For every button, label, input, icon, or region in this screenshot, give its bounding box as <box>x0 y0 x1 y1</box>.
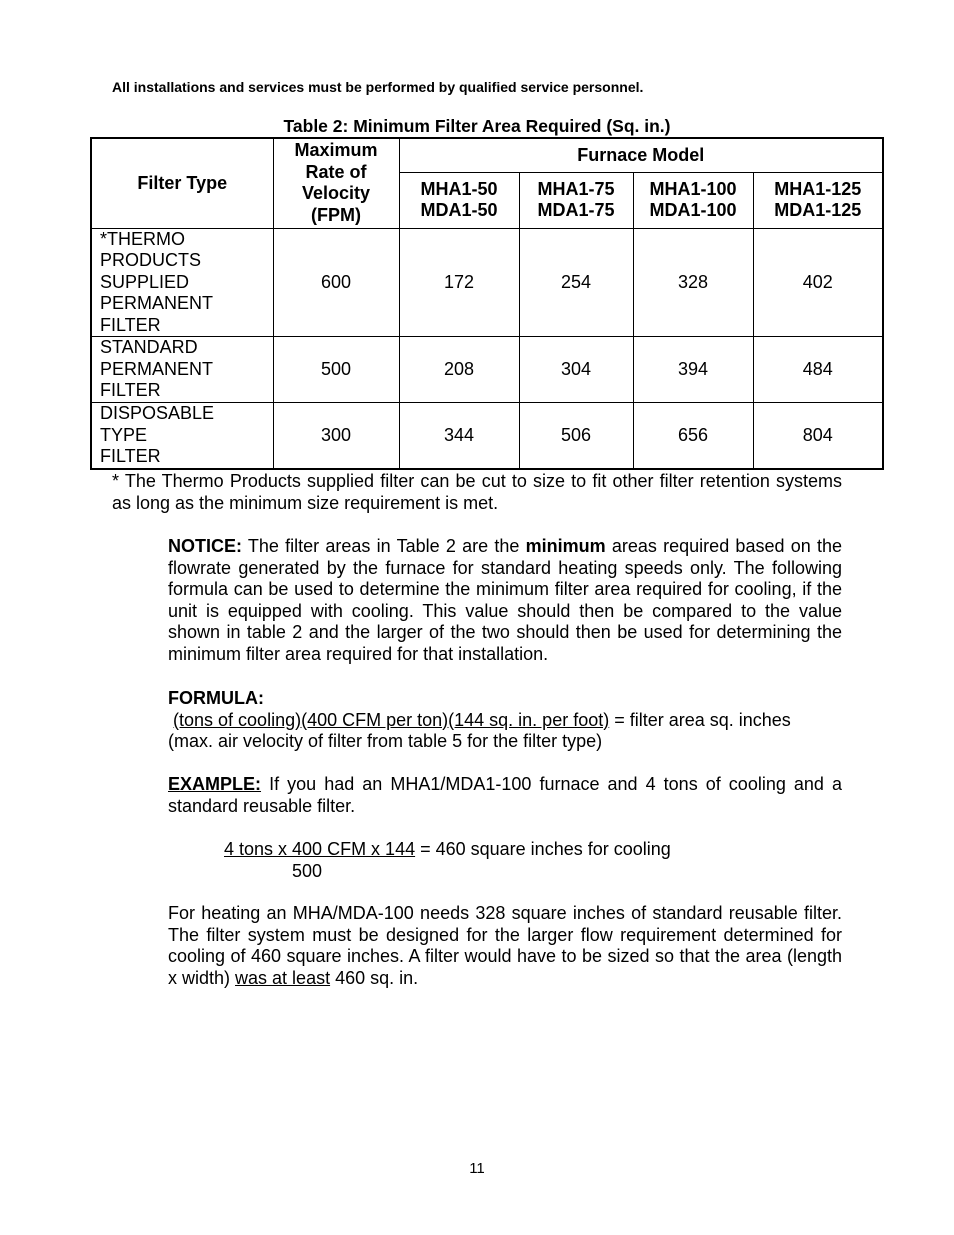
area-cell: 172 <box>399 228 519 337</box>
header-model: MHA1-75 MDA1-75 <box>519 172 633 228</box>
area-cell: 804 <box>753 403 883 469</box>
calc-result: = 460 square inches for cooling <box>415 839 671 859</box>
header-model: MHA1-125 MDA1-125 <box>753 172 883 228</box>
area-cell: 254 <box>519 228 633 337</box>
table-row <box>91 403 883 469</box>
formula-label: FORMULA: <box>168 688 264 708</box>
velocity-cell: 600 <box>273 228 399 337</box>
area-cell: 484 <box>753 337 883 403</box>
area-cell: 304 <box>519 337 633 403</box>
page-number: 11 <box>469 1160 485 1177</box>
filter-type-cell: DISPOSABLE TYPE FILTER <box>91 403 273 469</box>
notice-text-a: The filter areas in Table 2 are the <box>242 536 526 556</box>
filter-type-cell: STANDARD PERMANENT FILTER <box>91 337 273 403</box>
area-cell: 656 <box>633 403 753 469</box>
heating-paragraph <box>168 903 842 989</box>
example-paragraph <box>168 774 842 817</box>
header-velocity: Maximum Rate of Velocity (FPM) <box>273 138 399 228</box>
notice-emphasis: minimum <box>525 536 606 556</box>
formula-denominator: (max. air velocity of filter from table 5 for the filter type) <box>168 731 603 751</box>
example-label: EXAMPLE: <box>168 774 262 794</box>
filter-area-table <box>90 137 884 470</box>
formula-numerator: (tons of cooling)(400 CFM per ton)(144 sq. in. per foot) <box>173 709 610 730</box>
example-calculation <box>224 839 671 882</box>
velocity-cell: 500 <box>273 337 399 403</box>
header-model: MHA1-50 MDA1-50 <box>399 172 519 228</box>
table-row <box>91 337 883 403</box>
table-footnote: * The Thermo Products supplied filter can be cut to size to fit other filter retention systems as long as the minimum size requirement is met. <box>112 471 842 513</box>
header-model: MHA1-100 MDA1-100 <box>633 172 753 228</box>
filter-type-cell: *THERMO PRODUCTS SUPPLIED PERMANENT FILTER <box>91 228 273 337</box>
notice-paragraph <box>168 536 842 665</box>
notice-text-b: areas required based on the flowrate generated by the furnace for standard heating speeds only. The following formula can be used to determine the minimum filter area required for cooling, if the unit is equipped with cooling. This value should then be compared to the value shown in table 2 and the larger of the two should then be used for determining the minimum filter area required for that installation. <box>168 536 842 664</box>
table-row <box>91 228 883 337</box>
heating-text-b: 460 sq. in. <box>330 967 419 988</box>
formula-block <box>168 688 842 753</box>
table-caption: Table 2: Minimum Filter Area Required (Sq. in.) <box>283 116 671 136</box>
header-note: All installations and services must be performed by qualified service personnel. <box>112 79 644 95</box>
area-cell: 402 <box>753 228 883 337</box>
calc-denominator: 500 <box>292 860 323 881</box>
calc-numerator: 4 tons x 400 CFM x 144 <box>224 839 416 859</box>
notice-label: NOTICE: <box>168 536 242 556</box>
header-furnace-model: Furnace Model <box>399 138 883 172</box>
example-text: If you had an MHA1/MDA1-100 furnace and 4 tons of cooling and a standard reusable filter. <box>168 774 842 816</box>
area-cell: 506 <box>519 403 633 469</box>
area-cell: 208 <box>399 337 519 403</box>
area-cell: 328 <box>633 228 753 337</box>
velocity-cell: 300 <box>273 403 399 469</box>
header-filter-type: Filter Type <box>91 138 273 228</box>
heating-text-a: For heating an MHA/MDA-100 needs 328 square inches of standard reusable filter. The filter system must be designed for the larger flow requirement determined for cooling of 460 square inches. A filter would have to be sized so that the area (length x width) <box>168 903 842 988</box>
area-cell: 394 <box>633 337 753 403</box>
formula-result: = filter area sq. inches <box>609 709 791 730</box>
heating-underlined: was at least <box>235 967 331 988</box>
area-cell: 344 <box>399 403 519 469</box>
